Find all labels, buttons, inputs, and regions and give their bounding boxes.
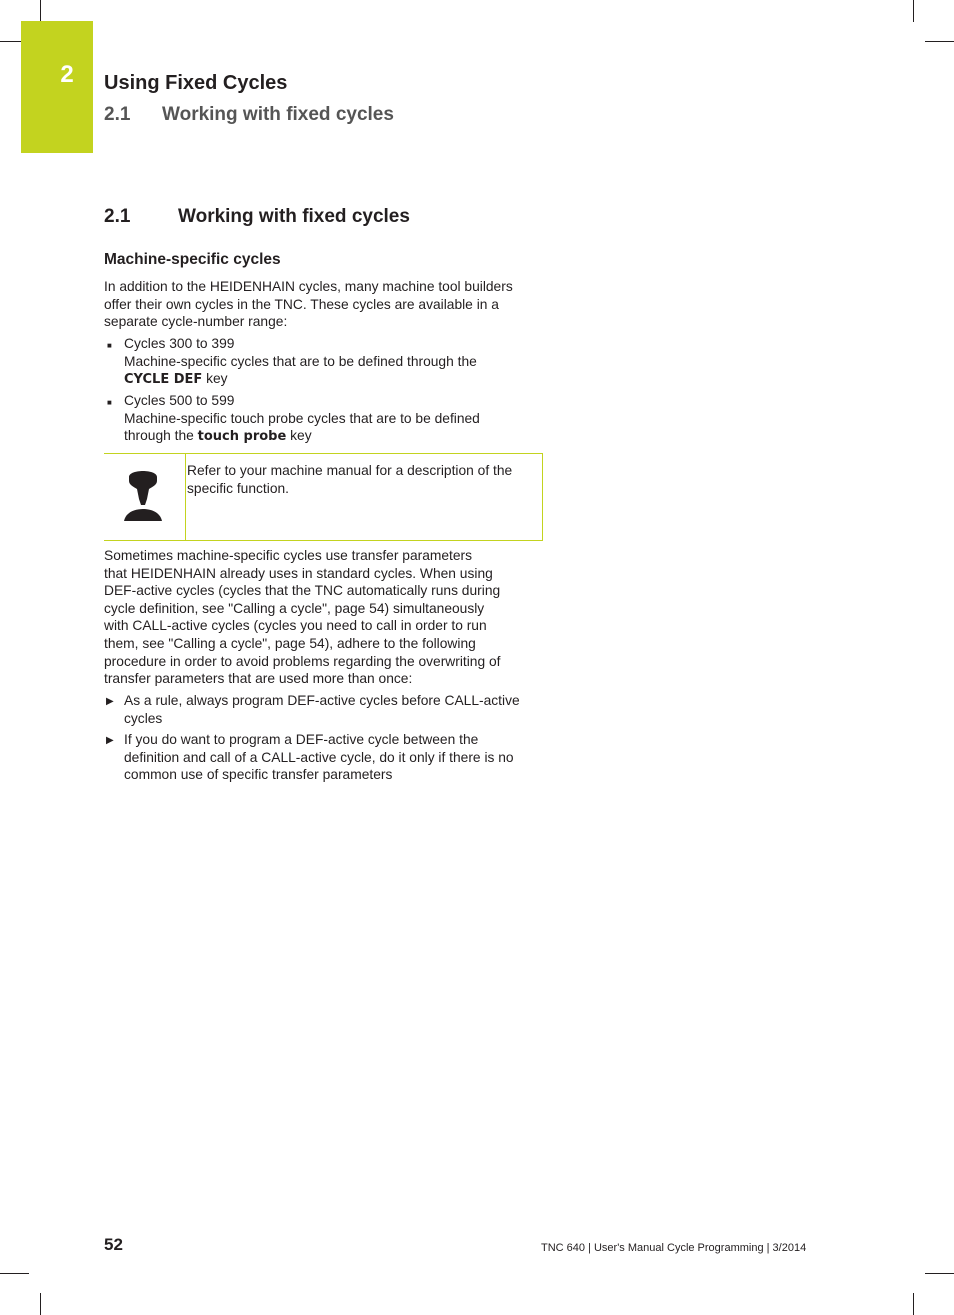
paragraph-line: DEF-active cycles (cycles that the TNC automatically runs during (104, 583, 501, 599)
square-bullet-icon: ■ (107, 398, 112, 407)
bullet-suffix: key (286, 428, 312, 444)
machine-note-box (104, 453, 543, 541)
touch-probe-key: touch probe (197, 429, 287, 445)
paragraph-line: Sometimes machine-specific cycles use transfer parameters (104, 548, 473, 563)
crop-mark (40, 0, 41, 22)
cycle-def-key: CYCLE DEF (124, 372, 203, 388)
crop-mark (913, 1293, 914, 1315)
crop-mark (925, 1273, 954, 1274)
note-line: Refer to your machine manual for a description of the (187, 463, 513, 478)
bullet-suffix: key (202, 371, 228, 387)
note-line: specific function. (187, 480, 289, 496)
triangle-arrow-icon: ▶ (106, 696, 114, 707)
section-heading (104, 206, 410, 228)
bullet-prefix: through the (124, 428, 198, 444)
bullet-text: Machine-specific touch probe cycles that are to be defined (124, 410, 480, 426)
running-section-title (104, 104, 394, 126)
chapter-tab (21, 21, 93, 153)
paragraph-line: with CALL-active cycles (cycles you need to call in order to run (104, 618, 487, 634)
note-divider (185, 454, 186, 540)
intro-line: offer their own cycles in the TNC. These cycles are available in a (104, 296, 499, 312)
crop-mark (40, 1293, 41, 1315)
bullet-title: Cycles 500 to 599 (124, 393, 235, 408)
bullet-title: Cycles 300 to 399 (124, 336, 235, 351)
intro-paragraph (104, 278, 544, 331)
list-item (104, 335, 544, 389)
footer-text: TNC 640 | User's Manual Cycle Programming | 3/2014 (541, 1242, 807, 1254)
step-line: As a rule, always program DEF-active cycles before CALL-active (124, 693, 520, 708)
machine-manual-icon (124, 465, 162, 521)
sub-heading: Machine-specific cycles (104, 251, 281, 268)
triangle-arrow-icon: ▶ (106, 735, 114, 746)
crop-mark (913, 0, 914, 22)
chapter-number: 2 (60, 61, 74, 88)
step-item (104, 731, 544, 784)
step-line: definition and call of a CALL-active cycle, do it only if there is no (124, 749, 514, 765)
section-number: 2.1 (104, 206, 131, 227)
note-text (187, 462, 537, 497)
crop-mark (925, 41, 954, 42)
square-bullet-icon: ■ (107, 341, 112, 350)
paragraph-line: transfer parameters that are used more than once: (104, 671, 413, 687)
running-section-number: 2.1 (104, 104, 131, 125)
paragraph-line: them, see "Calling a cycle", page 54), adhere to the following (104, 635, 476, 651)
paragraph-line: that HEIDENHAIN already uses in standard cycles. When using (104, 565, 493, 581)
crop-mark (0, 1273, 29, 1274)
step-line: common use of specific transfer parameters (124, 767, 393, 783)
step-line: If you do want to program a DEF-active cycle between the (124, 732, 479, 747)
list-item (104, 392, 544, 446)
page-number: 52 (104, 1235, 123, 1254)
intro-line: In addition to the HEIDENHAIN cycles, many machine tool builders (104, 279, 513, 294)
transfer-parameters-paragraph (104, 547, 544, 688)
bullet-text: Machine-specific cycles that are to be defined through the (124, 353, 477, 369)
step-line: cycles (124, 710, 163, 726)
step-item (104, 692, 544, 727)
paragraph-line: cycle definition, see "Calling a cycle", page 54) simultaneously (104, 600, 485, 616)
paragraph-line: procedure in order to avoid problems regarding the overwriting of (104, 653, 501, 669)
chapter-title: Using Fixed Cycles (104, 72, 288, 94)
running-section-text: Working with fixed cycles (162, 104, 394, 125)
section-title: Working with fixed cycles (178, 206, 410, 227)
intro-line: separate cycle-number range: (104, 314, 288, 330)
